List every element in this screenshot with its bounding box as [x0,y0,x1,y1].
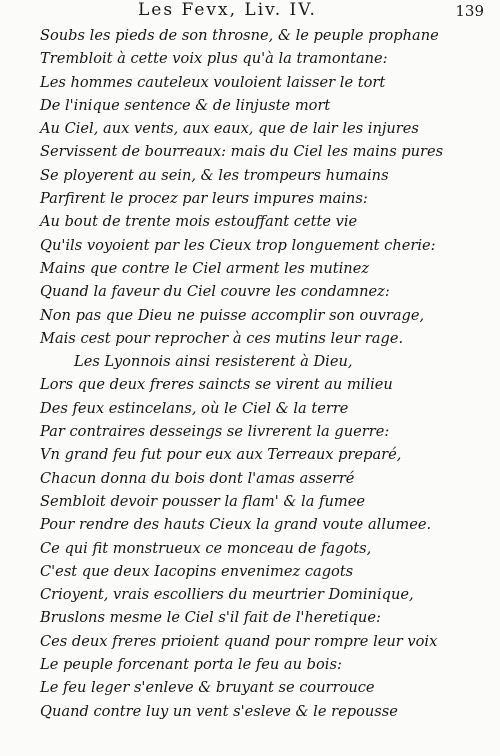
verse-line: Sembloit devoir pousser la flam' & la fumee [40,492,365,510]
verse-line: Qu'ils voyoient par les Cieux trop longuement cherie: [40,236,436,254]
verse-line: Ce qui fit monstrueux ce monceau de fagots, [40,539,372,557]
verse-line: Soubs les pieds de son throsne, & le peuple prophane [40,27,439,44]
verse-line: Vn grand feu fut pour eux aux Terreaux preparé, [40,446,402,464]
verse-line: Mais cest pour reprocher à ces mutins leur rage. [40,329,404,347]
verse-line: Chacun donna du bois dont l'amas asserré [40,469,355,487]
verse-line: Quand contre luy un vent s'esleve & le repousse [40,702,398,720]
verse-line: Crioyent, vrais escolliers du meurtrier Dominique, [40,586,414,604]
verse-line: Le peuple forcenant porta le feu au bois: [40,656,342,674]
verse-line: Trembloit à cette voix plus qu'à la tramontane: [40,50,388,68]
verse-line: Non pas que Dieu ne puisse accomplir son ouvrage, [40,306,425,324]
verse-line: Se ployerent au sein, & les trompeurs humains [40,166,389,184]
verse-line: Le feu leger s'enleve & bruyant se courrouce [40,679,375,697]
verse-line: C'est que deux Iacopins envenimez cagots [40,562,354,580]
verse-line: Par contraires desseings se livrerent la guerre: [40,423,390,441]
verse-line: Parfirent le procez par leurs impures mains: [40,190,368,208]
verse-line: Des feux estincelans, où le Ciel & la terre [40,399,349,417]
verse-line: Quand la faveur du Ciel couvre les condamnez: [40,283,390,301]
verse-line: Au Ciel, aux vents, aux eaux, que de lair les injures [40,120,419,138]
verse-line: Au bout de trente mois estouffant cette vie [40,213,358,231]
verse-line: Mains que contre le Ciel arment les mutinez [40,259,370,277]
page-number: 139 [455,2,484,20]
verse-line: De l'inique sentence & de linjuste mort [40,96,331,114]
verse-line: Servissent de bourreaux: mais du Ciel les mains pures [40,143,444,161]
verse-line: Les hommes cauteleux vouloient laisser le tort [40,73,386,91]
verse-line: Lors que deux freres saincts se virent au milieu [40,376,393,394]
verse-line: Les Lyonnois ainsi resisterent à Dieu, [74,353,353,371]
verse-text [0,24,500,723]
running-title: Les Fevx, Liv. IV. [138,0,317,20]
verse-line: Ces deux freres prioient quand pour rompre leur voix [40,632,438,650]
verse-line: Pour rendre des hauts Cieux la grand voute allumee. [40,516,432,534]
page-header [0,0,500,22]
verse-line: Bruslons mesme le Ciel s'il fait de l'heretique: [40,609,381,627]
